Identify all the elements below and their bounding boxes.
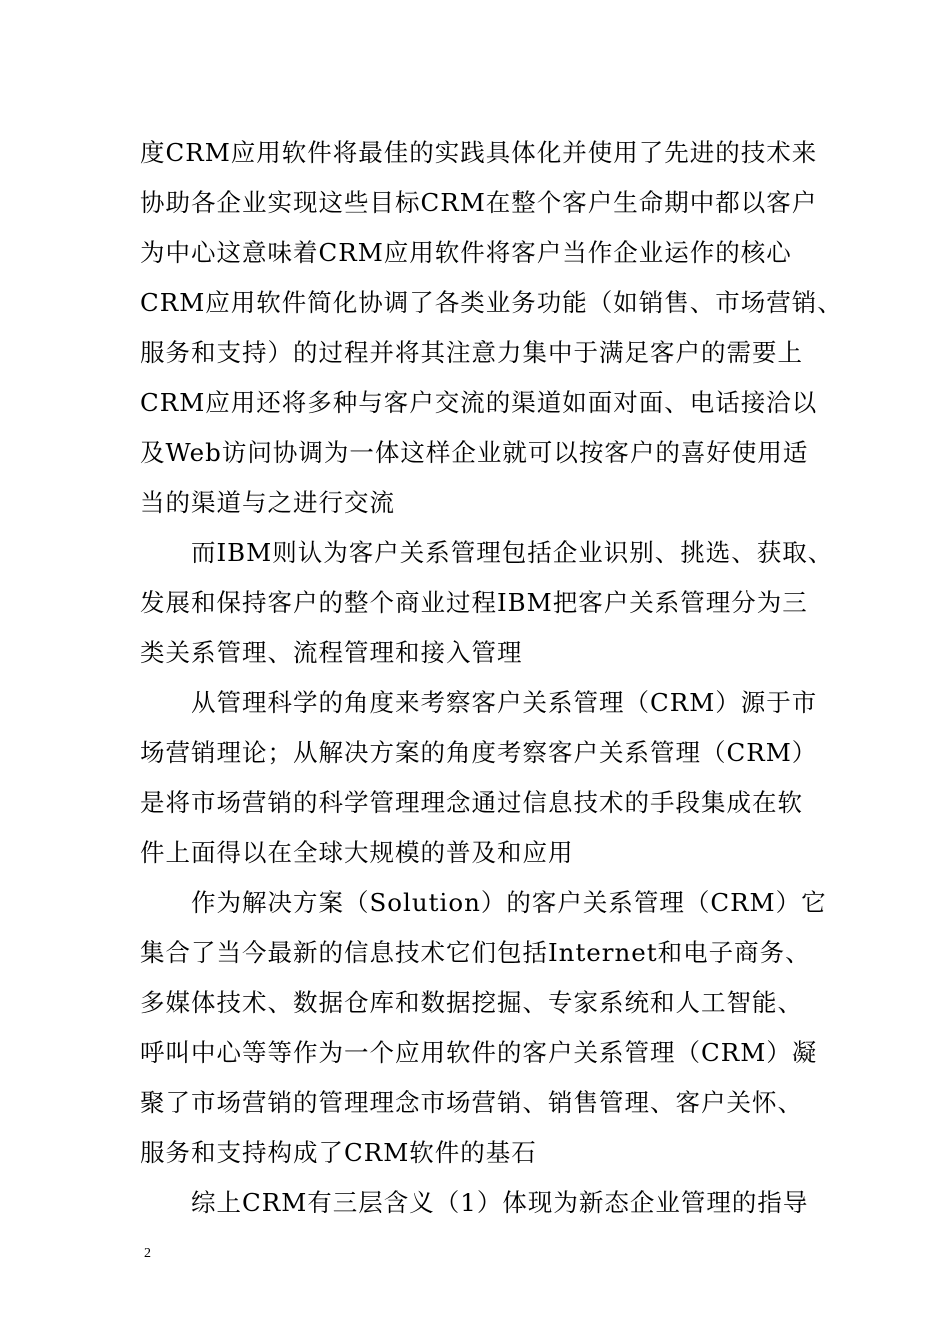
text-line: 发展和保持客户的整个商业过程IBM把客户关系管理分为三 [140, 588, 808, 617]
text-line: 呼叫中心等等作为一个应用软件的客户关系管理（CRM）凝 [140, 1038, 818, 1067]
text-line: 作为解决方案（Solution）的客户关系管理（CRM）它 [140, 888, 827, 917]
text-line: 及Web访问协调为一体这样企业就可以按客户的喜好使用适 [140, 438, 809, 467]
text-line: 协助各企业实现这些目标CRM在整个客户生命期中都以客户 [140, 188, 818, 217]
text-line: 件上面得以在全球大规模的普及和应用 [140, 838, 574, 867]
text-line: 类关系管理、流程管理和接入管理 [140, 638, 523, 667]
text-line: 聚了市场营销的管理理念市场营销、销售管理、客户关怀、 [140, 1088, 803, 1117]
text-line: 场营销理论；从解决方案的角度考察客户关系管理（CRM） [140, 738, 818, 767]
text-line: 集合了当今最新的信息技术它们包括Internet和电子商务、 [140, 938, 811, 967]
text-line: 当的渠道与之进行交流 [140, 488, 395, 517]
text-line: 服务和支持构成了CRM软件的基石 [140, 1138, 537, 1167]
text-line: 综上CRM有三层含义（1）体现为新态企业管理的指导 [140, 1188, 809, 1217]
text-line: 从管理科学的角度来考察客户关系管理（CRM）源于市 [140, 688, 818, 717]
text-line: 而IBM则认为客户关系管理包括企业识别、挑选、获取、 [140, 538, 834, 567]
text-line: 是将市场营销的科学管理理念通过信息技术的手段集成在软 [140, 788, 803, 817]
text-line: 多媒体技术、数据仓库和数据挖掘、专家系统和人工智能、 [140, 988, 803, 1017]
text-line: 为中心这意味着CRM应用软件将客户当作企业运作的核心 [140, 238, 792, 267]
body-text [140, 128, 843, 1228]
text-line: 服务和支持）的过程并将其注意力集中于满足客户的需要上 [140, 338, 803, 367]
text-line: 度CRM应用软件将最佳的实践具体化并使用了先进的技术来 [140, 138, 818, 167]
text-line: CRM应用软件简化协调了各类业务功能（如销售、市场营销、 [140, 288, 843, 317]
page-number: 2 [144, 1246, 151, 1261]
text-line: CRM应用还将多种与客户交流的渠道如面对面、电话接洽以 [140, 388, 818, 417]
